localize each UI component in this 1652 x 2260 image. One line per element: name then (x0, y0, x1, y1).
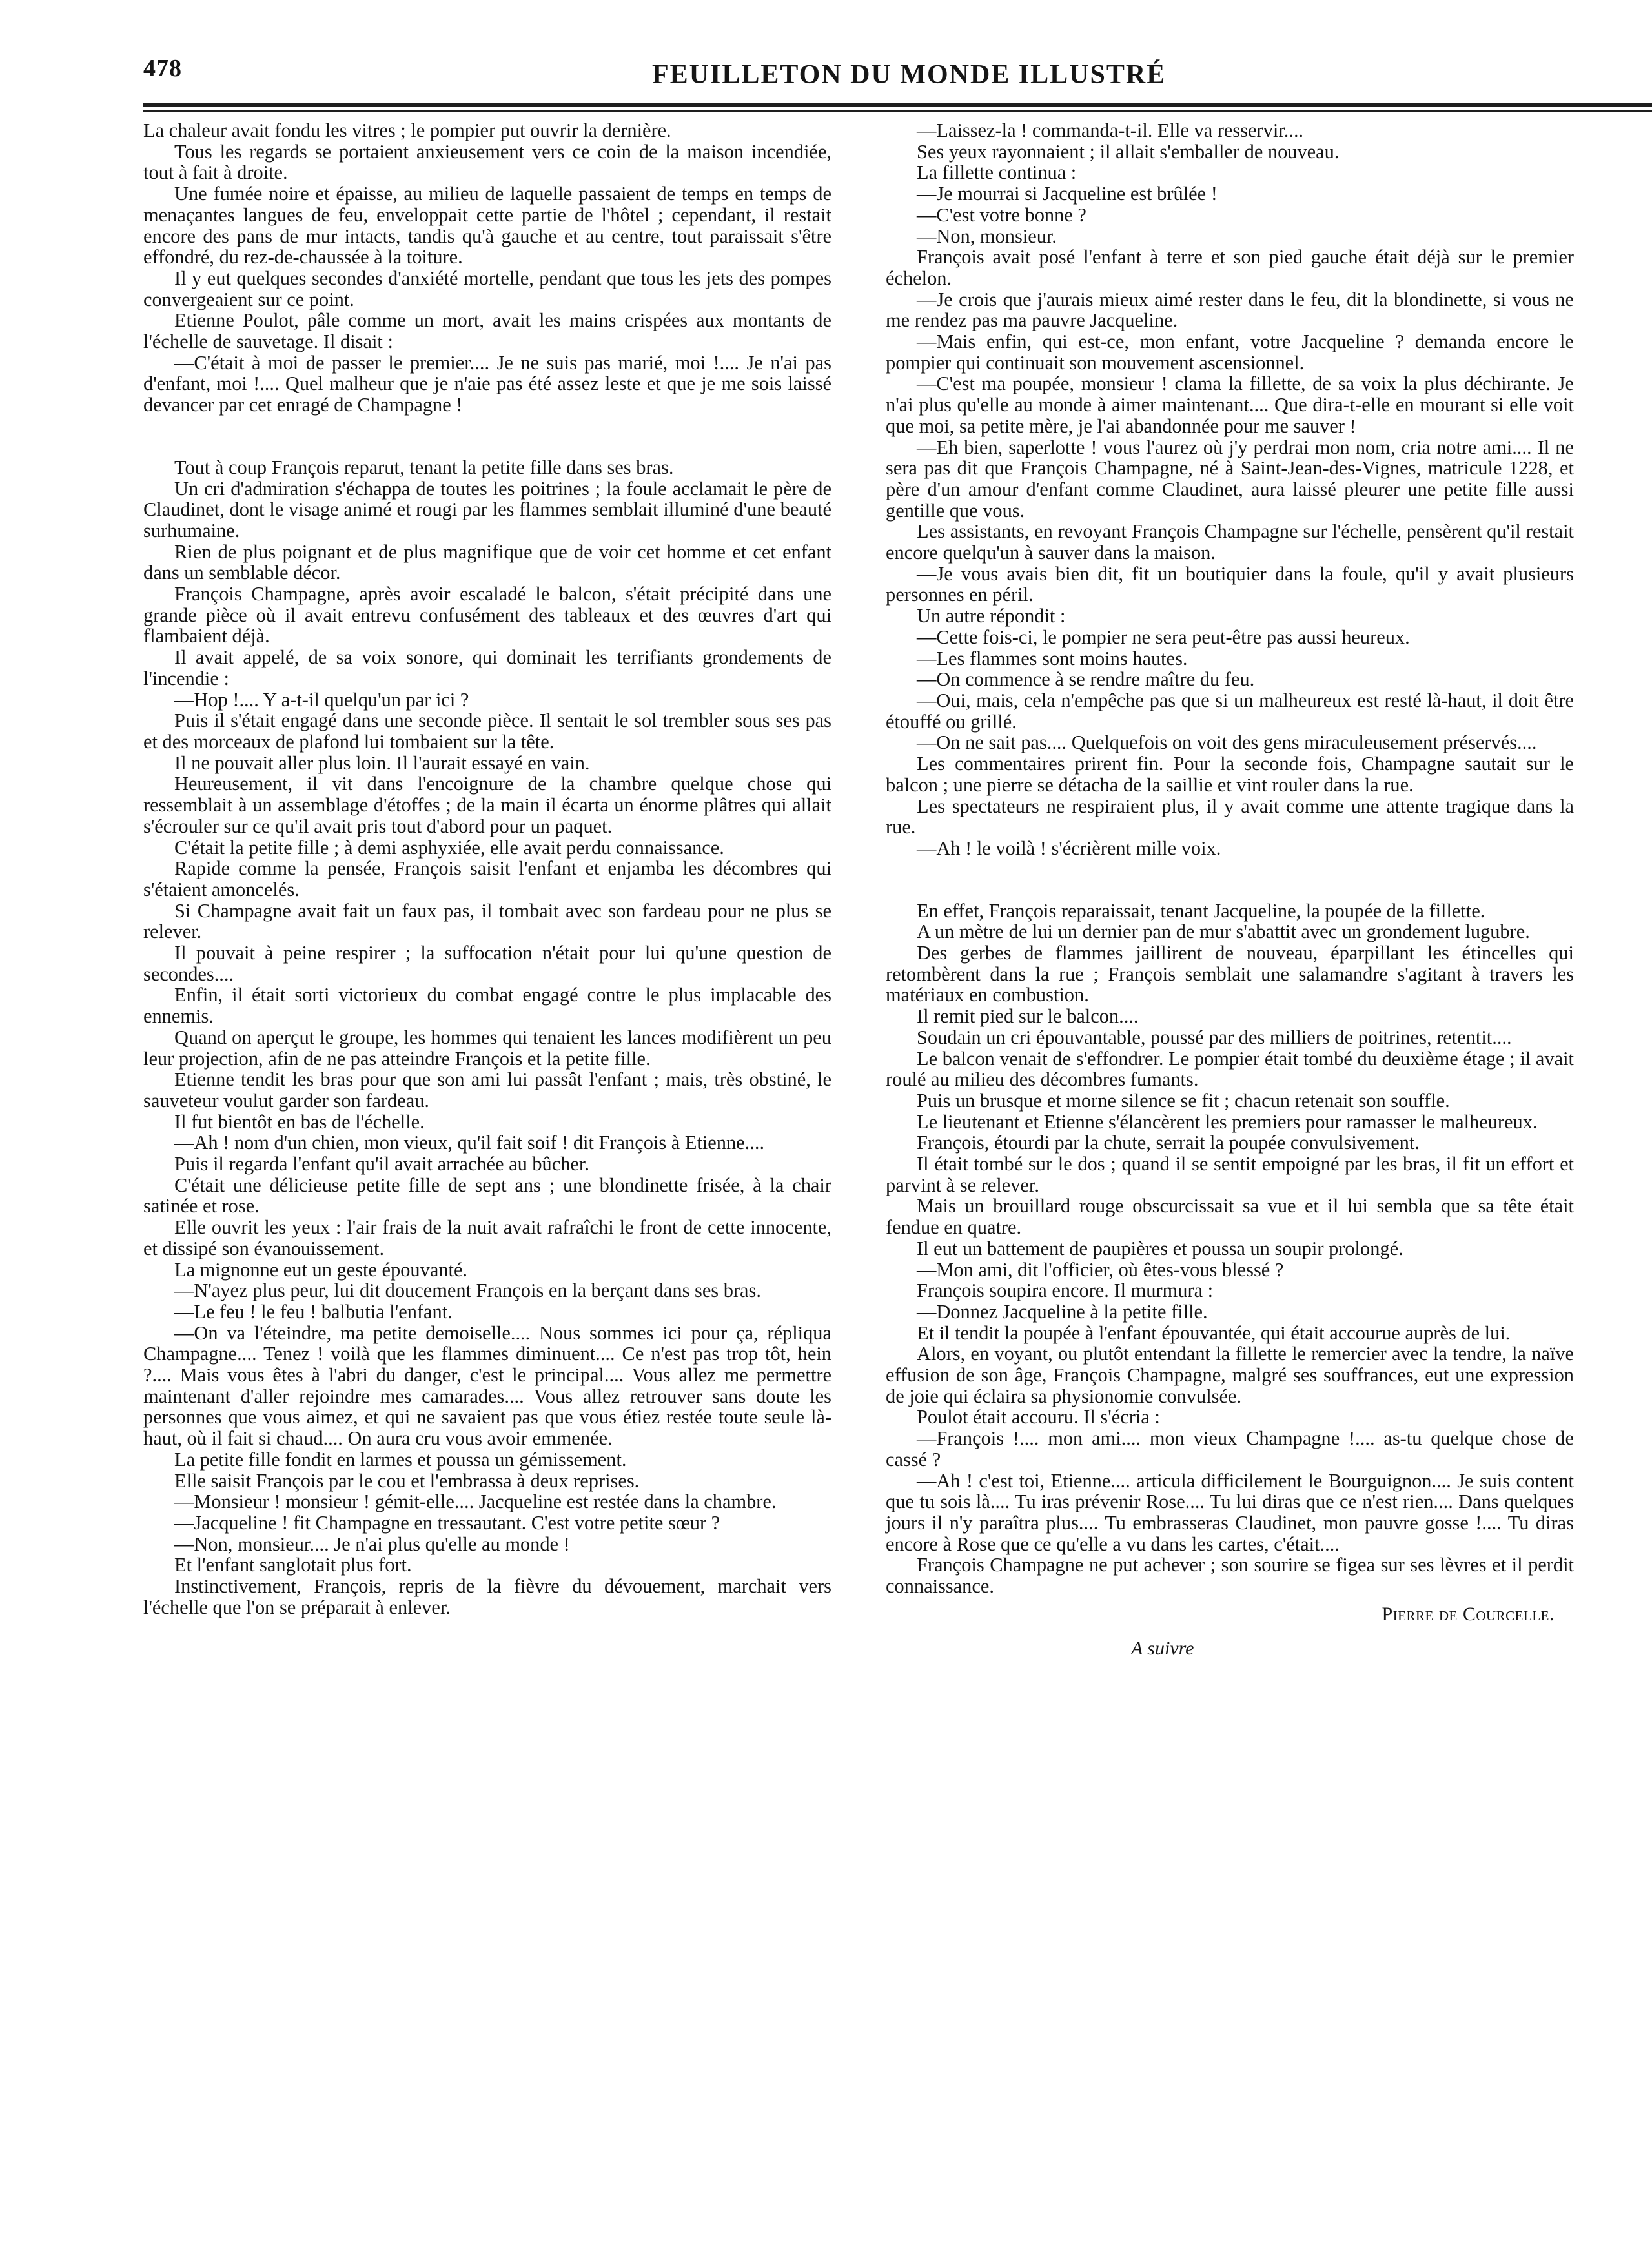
section-break (143, 416, 831, 457)
paragraph: —Les flammes sont moins hautes. (917, 647, 1188, 669)
paragraph: La chaleur avait fondu les vitres ; le pompier put ouvrir la dernière. (143, 119, 671, 141)
paragraph: —Cette fois-ci, le pompier ne sera peut-être pas aussi heureux. (917, 626, 1410, 648)
paragraph: —Je mourrai si Jacqueline est brûlée ! (917, 183, 1218, 205)
paragraph: Il fut bientôt en bas de l'échelle. (174, 1110, 425, 1133)
paragraph: Quand on aperçut le groupe, les hommes qui tenaient les lances modifièrent un peu leur projection, afin de ne pas atteindre François et la petite fille. (143, 1026, 831, 1070)
paragraph: —Hop !.... Y a-t-il quelqu'un par ici ? (174, 688, 469, 711)
paragraph: —Jacqueline ! fit Champagne en tressautant. C'est votre petite sœur ? (174, 1512, 720, 1534)
paragraph: —C'était à moi de passer le premier.... Je ne suis pas marié, moi !.... Je n'ai pas d'enfant, moi !.... Quel malheur que je n'aie pas été assez leste et que je me sois laissé devancer par cet enragé de Champagne ! (143, 351, 831, 416)
paragraph: Rien de plus poignant et de plus magnifique que de voir cet homme et cet enfant dans un semblable décor. (143, 540, 831, 584)
paragraph: François Champagne, après avoir escaladé le balcon, s'était précipité dans une grande pièce où il avait entrevu confusément des tableaux et des œuvres d'art qui flambaient déjà. (143, 583, 831, 647)
paragraph: Il était tombé sur le dos ; quand il se sentit empoigné par les bras, il fit un effort et parvint à se relever. (886, 1153, 1574, 1196)
paragraph: Puis un brusque et morne silence se fit ; chacun retenait son souffle. (917, 1089, 1450, 1112)
paragraph: Enfin, il était sorti victorieux du combat engagé contre le plus implacable des ennemis. (143, 984, 831, 1028)
page-number: 478 (143, 55, 182, 82)
paragraph: Poulot était accouru. Il s'écria : (917, 1406, 1160, 1429)
paragraph: Puis il s'était engagé dans une seconde pièce. Il sentait le sol trembler sous ses pas et des morceaux de plafond lui tombaient sur la tête. (143, 709, 831, 753)
paragraph: Il avait appelé, de sa voix sonore, qui dominait les terrifiants grondements de l'incendie : (143, 646, 831, 689)
paragraph: —Mais enfin, qui est-ce, mon enfant, votre Jacqueline ? demanda encore le pompier qui continuait son mouvement ascensionnel. (886, 331, 1574, 374)
right-column (886, 120, 1574, 1659)
paragraph: Elle saisit François par le cou et l'embrassa à deux reprises. (174, 1469, 640, 1492)
paragraph: La petite fille fondit en larmes et poussa un gémissement. (174, 1448, 627, 1471)
paragraph: Le balcon venait de s'effondrer. Le pompier était tombé du deuxième étage ; il avait roulé au milieu des décombres fumants. (886, 1047, 1574, 1091)
paragraph: Heureusement, il vit dans l'encoignure de la chambre quelque chose qui ressemblait à un assemblage d'étoffes ; de la main il écarta un énorme plâtres qui allait s'écrouler sur ce qu'il avait pris tout d'abord pour un paquet. (143, 773, 831, 837)
paragraph: Un cri d'admiration s'échappa de toutes les poitrines ; la foule acclamait le père de Claudinet, dont le visage animé et rougi par les flammes semblait illuminé d'une beauté surhumaine. (143, 477, 831, 542)
paragraph: —N'ayez plus peur, lui dit doucement François en la berçant dans ses bras. (174, 1279, 761, 1302)
paragraph: Alors, en voyant, ou plutôt entendant la fillette le remercier avec la tendre, la naïve effusion de son âge, François Champagne, malgré ses souffrances, eut une expression de joie qui éclaira sa physionomie convulsée. (886, 1343, 1574, 1407)
header-rule-thick (143, 103, 1652, 107)
paragraph: Si Champagne avait fait un faux pas, il tombait avec son fardeau pour ne plus se relever. (143, 899, 831, 943)
paragraph: —Non, monsieur. (917, 225, 1057, 247)
paragraph: Il ne pouvait aller plus loin. Il l'aurait essayé en vain. (174, 751, 590, 774)
paragraph: Ses yeux rayonnaient ; il allait s'emballer de nouveau. (917, 140, 1340, 163)
paragraph: En effet, François reparaissait, tenant Jacqueline, la poupée de la fillette. (917, 899, 1485, 922)
paragraph: —On va l'éteindre, ma petite demoiselle.... Nous sommes ici pour ça, répliqua Champagne.... Tenez ! voilà que les flammes diminuent.... Ce n'est pas trop tôt, hein ?.... Mais vous êtes à l'abri du danger, c'est le principal.... Vous allez me permettre maintenant d'aller rejoindre mes camarades.... Vous allez retrouver sans doute les personnes que vous aimez, et qui ne savaient pas que vous étiez restée toute seule là-haut, où il fait si chaud.... On aura cru vous avoir emmenée. (143, 1321, 831, 1450)
paragraph: C'était la petite fille ; à demi asphyxiée, elle avait perdu connaissance. (174, 836, 724, 859)
paragraph: —On ne sait pas.... Quelquefois on voit des gens miraculeusement préservés.... (917, 731, 1537, 754)
paragraph: —On commence à se rendre maître du feu. (917, 668, 1255, 691)
paragraph: François Champagne ne put achever ; son sourire se figea sur ses lèvres et il perdit connaissance. (886, 1554, 1574, 1598)
right-column-text (886, 120, 1574, 1597)
paragraph: La mignonne eut un geste épouvanté. (174, 1258, 468, 1281)
paragraph: —Laissez-la ! commanda-t-il. Elle va resservir.... (917, 119, 1304, 141)
paragraph: François soupira encore. Il murmura : (917, 1279, 1214, 1302)
paragraph: Il remit pied sur le balcon.... (917, 1005, 1139, 1028)
paragraph: Le lieutenant et Etienne s'élancèrent les premiers pour ramasser le malheureux. (917, 1110, 1538, 1133)
paragraph: Et l'enfant sanglotait plus fort. (174, 1554, 412, 1576)
paragraph: —Je vous avais bien dit, fit un boutiquier dans la foule, qu'il y avait plusieurs personnes en péril. (886, 562, 1574, 606)
left-column (143, 120, 831, 1618)
paragraph: —Eh bien, saperlotte ! vous l'aurez où j'y perdrai mon nom, cria notre ami.... Il ne sera pas dit que François Champagne, né à Saint-Jean-des-Vignes, matricule 1228, et père d'un amour d'enfant comme Claudinet, aura laissé pleurer une petite fille aussi gentille que vous. (886, 436, 1574, 522)
paragraph: —Ah ! c'est toi, Etienne.... articula difficilement le Bourguignon.... Je suis content que tu sois là.... Tu iras prévenir Rose.... Tu lui diras que ce n'est rien.... Dans quelques jours il n'y paraîtra plus.... Tu embrasseras Claudinet, mon pauvre gosse !.... Tu diras encore à Rose que ce qu'elle a vu dans les cartes, c'était.... (886, 1469, 1574, 1555)
paragraph: —Oui, mais, cela n'empêche pas que si un malheureux est resté là-haut, il doit être étouffé ou grillé. (886, 689, 1574, 733)
signature-block (886, 1603, 1574, 1625)
paragraph: —Le feu ! le feu ! balbutia l'enfant. (174, 1300, 453, 1323)
header-rule-thin (143, 110, 1652, 112)
to-be-continued: A suivre (1131, 1637, 1194, 1659)
paragraph: —Ah ! nom d'un chien, mon vieux, qu'il fait soif ! dit François à Etienne.... (174, 1132, 765, 1154)
paragraph: —C'est ma poupée, monsieur ! clama la fillette, de sa voix la plus déchirante. Je n'ai plus qu'elle au monde à aimer maintenant.... Que dira-t-elle en mourant si elle voit que moi, sa petite mère, je l'ai abandonnée pour me sauver ! (886, 372, 1574, 437)
paragraph: Les spectateurs ne respiraient plus, il y avait comme une attente tragique dans la rue. (886, 795, 1574, 839)
running-title: FEUILLETON DU MONDE ILLUSTRÉ (652, 60, 1167, 90)
paragraph: Et il tendit la poupée à l'enfant épouvantée, qui était accourue auprès de lui. (917, 1321, 1511, 1344)
paragraph: —Je crois que j'aurais mieux aimé rester dans le feu, dit la blondinette, si vous ne me rendez pas ma pauvre Jacqueline. (886, 288, 1574, 332)
paragraph: François avait posé l'enfant à terre et son pied gauche était déjà sur le premier échelon. (886, 246, 1574, 289)
paragraph: Etienne tendit les bras pour que son ami lui passât l'enfant ; mais, très obstiné, le sauveteur voulut garder son fardeau. (143, 1068, 831, 1112)
paragraph: —Non, monsieur.... Je n'ai plus qu'elle au monde ! (174, 1532, 570, 1555)
paragraph: Tout à coup François reparut, tenant la petite fille dans ses bras. (174, 456, 674, 478)
paragraph: Des gerbes de flammes jaillirent de nouveau, éparpillant les étincelles qui retombèrent dans la rue ; François semblait une salamandre s'agitant à travers les matériaux en combustion. (886, 942, 1574, 1006)
paragraph: —C'est votre bonne ? (917, 203, 1086, 226)
paragraph: Puis il regarda l'enfant qu'il avait arrachée au bûcher. (174, 1153, 589, 1176)
paragraph: François, étourdi par la chute, serrait la poupée convulsivement. (917, 1132, 1420, 1154)
paragraph: Mais un brouillard rouge obscurcissait sa vue et il lui sembla que sa tête était fendue en quatre. (886, 1195, 1574, 1239)
paragraph: Soudain un cri épouvantable, poussé par des milliers de poitrines, retentit.... (917, 1026, 1512, 1048)
paragraph: Une fumée noire et épaisse, au milieu de laquelle passaient de temps en temps de menaçantes langues de feu, enveloppait cette partie de l'hôtel ; cependant, il restait encore des pans de mur intacts, tandis qu'à gauche et au centre, tout paraissait s'être effondré, du rez-de-chaussée à la toiture. (143, 183, 831, 269)
paragraph: Elle ouvrit les yeux : l'air frais de la nuit avait rafraîchi le front de cette innocente, et dissipé son évanouissement. (143, 1216, 831, 1259)
paragraph: Rapide comme la pensée, François saisit l'enfant et enjamba les décombres qui s'étaient amoncelés. (143, 857, 831, 901)
paragraph: Instinctivement, François, repris de la fièvre du dévouement, marchait vers l'échelle que l'on se préparait à enlever. (143, 1575, 831, 1618)
paragraph: Tous les regards se portaient anxieusement vers ce coin de la maison incendiée, tout à fait à droite. (143, 140, 831, 184)
section-break (886, 859, 1574, 901)
paragraph: C'était une délicieuse petite fille de sept ans ; une blondinette frisée, à la chair satinée et rose. (143, 1174, 831, 1217)
author-signature: Pierre de Courcelle. (1382, 1603, 1555, 1625)
paragraph: La fillette continua : (917, 161, 1077, 184)
paragraph: —François !.... mon ami.... mon vieux Champagne !.... as-tu quelque chose de cassé ? (886, 1427, 1574, 1471)
paragraph: Il y eut quelques secondes d'anxiété mortelle, pendant que tous les jets des pompes convergeaient sur ce point. (143, 267, 831, 310)
paragraph: Il eut un battement de paupières et poussa un soupir prolongé. (917, 1237, 1403, 1259)
paragraph: —Mon ami, dit l'officier, où êtes-vous blessé ? (917, 1258, 1284, 1281)
paragraph: Les assistants, en revoyant François Champagne sur l'échelle, pensèrent qu'il restait encore quelqu'un à sauver dans la maison. (886, 520, 1574, 564)
paragraph: —Donnez Jacqueline à la petite fille. (917, 1300, 1208, 1323)
paragraph: Un autre répondit : (917, 605, 1066, 627)
paragraph: —Monsieur ! monsieur ! gémit-elle.... Jacqueline est restée dans la chambre. (174, 1491, 777, 1513)
paragraph: A un mètre de lui un dernier pan de mur s'abattit avec un grondement lugubre. (917, 921, 1530, 943)
paragraph: Les commentaires prirent fin. Pour la seconde fois, Champagne sautait sur le balcon ; une pierre se détacha de la saillie et vint rouler dans la rue. (886, 753, 1574, 796)
paragraph: Il pouvait à peine respirer ; la suffocation n'était pour lui qu'une question de secondes.... (143, 942, 831, 985)
paragraph: —Ah ! le voilà ! s'écrièrent mille voix. (917, 837, 1221, 859)
paragraph: Etienne Poulot, pâle comme un mort, avait les mains crispées aux montants de l'échelle de sauvetage. Il disait : (143, 309, 831, 353)
